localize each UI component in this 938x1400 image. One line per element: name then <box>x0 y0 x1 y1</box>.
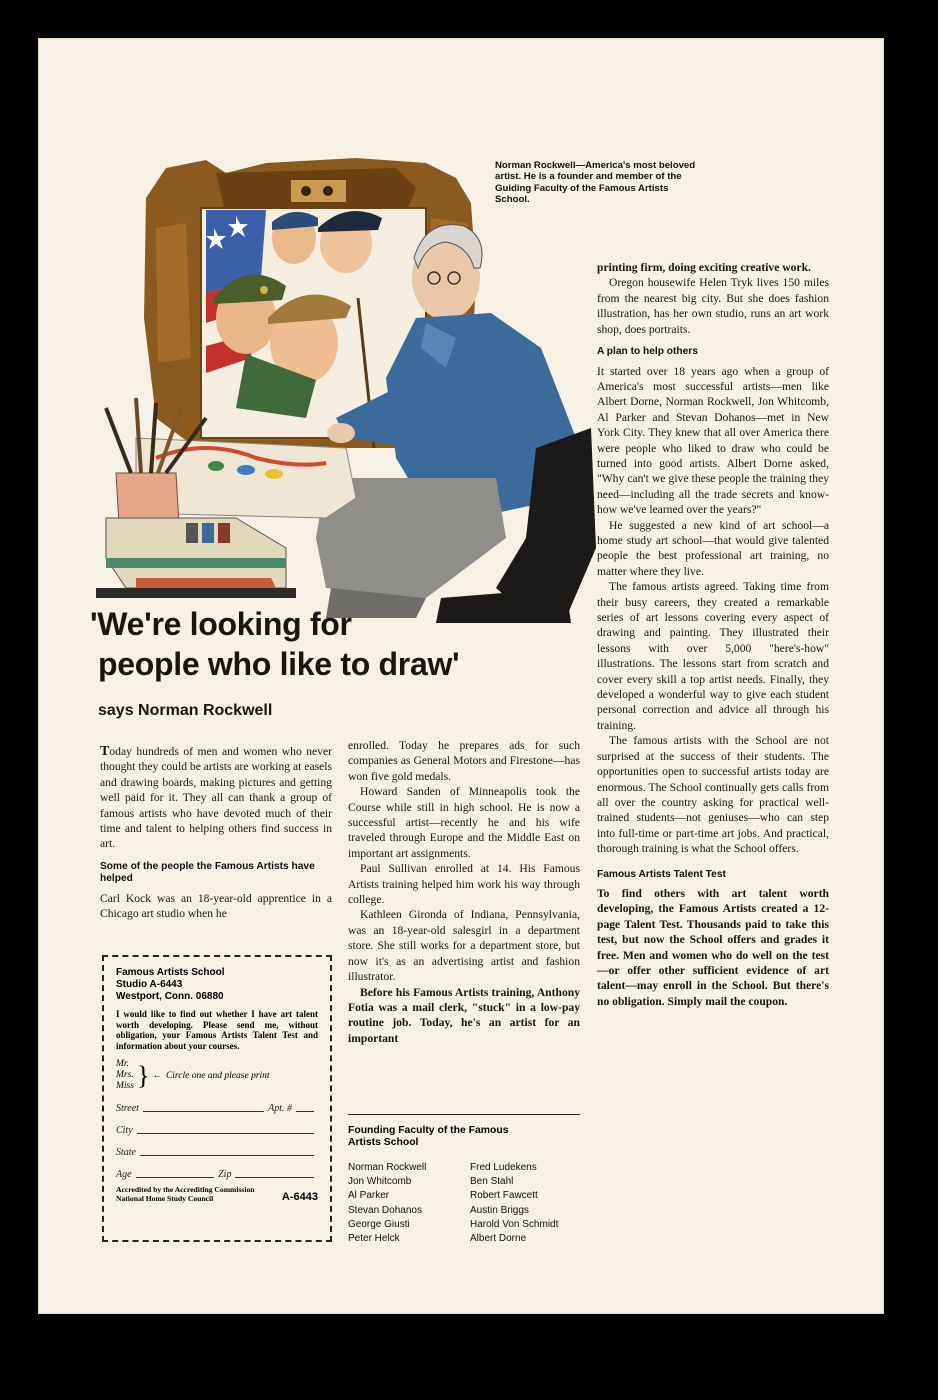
intro-text: oday hundreds of men and women who never thought they could be artists are working at easels and drawing boards, making pictures and getting well paid for it. They all can thank a group of famous artists who have devoted much of their time and talent to helping others find success in art. <box>100 745 332 851</box>
city-line[interactable] <box>116 1114 318 1136</box>
drop-cap: T <box>100 744 110 759</box>
subhead-talent-test: Famous Artists Talent Test <box>597 868 726 880</box>
column-3 <box>597 260 829 1009</box>
sanden-intro: enrolled. Today he prepares ads for such companies as General Motors and Firestone—has won five gold medals. <box>348 739 580 783</box>
column-1 <box>100 744 332 922</box>
coupon-address: Westport, Conn. 06880 <box>116 991 224 1002</box>
anthony-fotia-paragraph: Before his Famous Artists training, Anthony Fotia was a mail clerk, "stuck" in a low-pay routine job. Today, he's an artist for an important <box>348 985 580 1045</box>
illustration-caption <box>495 160 705 206</box>
faculty-member: Stevan Dohanos <box>348 1204 422 1216</box>
city-field[interactable] <box>137 1133 314 1134</box>
faculty-member: Al Parker <box>348 1190 390 1202</box>
age-field[interactable] <box>136 1177 215 1178</box>
faculty-member: Ben Stahl <box>470 1176 514 1188</box>
paul-sullivan-paragraph: Paul Sullivan enrolled at 14. His Famous Artists training helped him work his way through college. <box>348 862 580 907</box>
state-field[interactable] <box>140 1155 314 1156</box>
talent-test-paragraph: To find others with art talent worth developing, the Famous Artists created a 12-page Talent Test. Thousands paid to take this test, but now the School offers and grades it free. Men and women who do well on the test—or offer other sufficient evidence of art talent—may enroll in the School. But there's no obligation. Simply mail the coupon. <box>597 887 829 1008</box>
headline-line-2: people who like to draw' <box>98 646 460 682</box>
faculty-member: Austin Briggs <box>470 1204 529 1216</box>
intro-paragraph <box>100 744 332 852</box>
faculty-box <box>348 1114 580 1246</box>
caption-text: —America's most beloved artist. He is a founder and member of the Guiding Faculty of the Famous Artists School. <box>495 160 696 206</box>
circle-note: Circle one and please print <box>165 1070 270 1081</box>
comic-back-cover-ad <box>38 38 884 1314</box>
subhead-plan: A plan to help others <box>597 346 698 358</box>
accreditation-note: Accredited by the Accrediting Commission National Home Study Council <box>116 1185 255 1204</box>
faculty-member: Peter Helck <box>348 1233 400 1245</box>
coupon-request: I would like to find out whether I have art talent worth developing. Please send me, without obligation, your Famous Artists Talent Test and information about your courses. <box>116 1009 318 1051</box>
zip-field[interactable] <box>235 1177 314 1178</box>
lessons-paragraph: The famous artists agreed. Taking time from their busy careers, they created a remarkable series of art lessons covering every aspect of drawing and painting. They illustrated their lessons with over 5,000 "here's-how" illustrations. The lessons start from scratch and cover every skill a top artist needs. Finally, they developed a wonderful way to give each student personal correction and advice all through his training. <box>597 580 829 732</box>
coupon-school: Famous Artists School <box>116 967 225 978</box>
carl-kock-paragraph: Carl Kock was an 18-year-old apprentice in a Chicago art studio when he <box>100 891 332 921</box>
faculty-list-right <box>470 1161 558 1246</box>
apt-field[interactable] <box>296 1111 314 1112</box>
coupon-code: A-6443 <box>281 1191 318 1204</box>
faculty-list-left <box>348 1161 470 1246</box>
brace-icon: } <box>136 1060 150 1090</box>
faculty-member: Fred Ludekens <box>470 1162 537 1173</box>
faculty-member: Robert Fawcett <box>470 1190 538 1202</box>
faculty-title: Founding Faculty of the Famous Artists School <box>348 1125 509 1148</box>
faculty-member: Albert Dorne <box>470 1233 527 1245</box>
state-label: State <box>116 1147 136 1159</box>
faculty-member: Harold Von Schmidt <box>470 1218 559 1230</box>
coupon-studio: Studio A-6443 <box>116 979 183 990</box>
street-label: Street <box>116 1103 139 1115</box>
helen-tryk-paragraph: Oregon housewife Helen Tryk lives 150 miles from the nearest big city. But she does fashion illustration, has her own studio, runs an art work shop, does portraits. <box>597 276 829 336</box>
title-mrs[interactable]: Mrs. <box>116 1070 134 1081</box>
headline-line-1: 'We're looking for <box>90 606 352 642</box>
subhead-people-helped: Some of the people the Famous Artists have helped <box>100 860 315 885</box>
faculty-member: Norman Rockwell <box>348 1162 427 1173</box>
city-label: City <box>116 1125 133 1137</box>
title-selector[interactable] <box>116 1059 318 1092</box>
arrow-left-icon: ← <box>152 1070 162 1081</box>
history-paragraph: It started over 18 years ago when a group of America's most successful artists—men like Albert Dorne, Norman Rockwell, Jon Whitcomb, Al Parker and Stevan Dohanos—met in New York City. They knew that all over America there were people who liked to draw who could be turned into good artists. Albert Dorne asked, "Why can't we give these people the training they need—including all the trade secrets and know-how we've learned over the years?" <box>597 364 829 517</box>
printing-firm-line: printing firm, doing exciting creative work. <box>597 261 811 274</box>
street-field[interactable] <box>143 1111 264 1112</box>
mail-coupon[interactable] <box>102 955 332 1242</box>
street-line[interactable] <box>116 1092 318 1114</box>
age-zip-line[interactable] <box>116 1158 318 1180</box>
caption-name: Norman Rockwell <box>495 160 576 171</box>
zip-label: Zip <box>218 1169 232 1181</box>
howard-sanden-paragraph: Howard Sanden of Minneapolis took the Course while still in high school. He is now a successful artist—recently he and his wife traveled through Europe and the Middle East on important art assignments. <box>348 785 580 860</box>
age-label: Age <box>116 1169 132 1181</box>
headline-block <box>90 604 590 720</box>
state-line[interactable] <box>116 1136 318 1158</box>
faculty-member: George Giusti <box>348 1218 410 1230</box>
title-miss[interactable]: Miss <box>116 1081 134 1092</box>
opportunities-paragraph: The famous artists with the School are not surprised at the success of their students. The opportunities open to successful artists today are enormous. The School continually gets calls from all over the country asking for practical well-trained students—not geniuses—who can step into full-time or part-time art jobs. And practical, thorough training is what the School offers. <box>597 734 829 856</box>
column-2 <box>348 738 580 1046</box>
home-study-paragraph: He suggested a new kind of art school—a home study art school—that would give talented people the best professional art training, no matter where they live. <box>597 518 829 578</box>
faculty-member: Jon Whitcomb <box>348 1176 412 1188</box>
kathleen-gironda-paragraph: Kathleen Gironda of Indiana, Pennsylvania, was an 18-year-old salesgirl in a department store. She still works for a department store, but now it's as an advertising artist and fashion illustrator. <box>348 908 580 984</box>
title-mr[interactable]: Mr. <box>116 1059 129 1070</box>
apt-label: Apt. # <box>268 1103 292 1115</box>
byline: says Norman Rockwell <box>98 702 273 719</box>
